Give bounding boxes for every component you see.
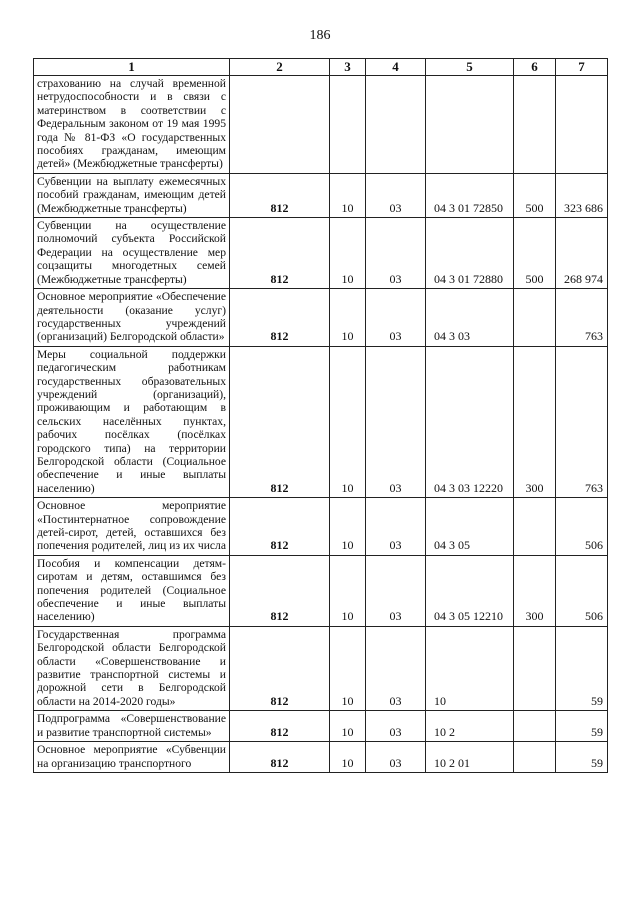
header-col-4: 4 [366, 59, 426, 76]
row-section: 10 [330, 711, 366, 742]
table-row [34, 218, 608, 289]
table-row [34, 555, 608, 626]
header-col-6: 6 [514, 59, 556, 76]
row-ministry-code: 812 [230, 346, 330, 497]
header-col-1: 1 [34, 59, 230, 76]
row-subsection: 03 [366, 711, 426, 742]
row-amount: 59 [556, 711, 608, 742]
row-target-article: 10 [426, 626, 514, 710]
row-section [330, 76, 366, 174]
row-expense-type [514, 711, 556, 742]
header-col-3: 3 [330, 59, 366, 76]
row-name: страхованию на случай временной нетрудоспособности и в связи с материнством в соответствии с Федеральным законом от 19 мая 1995 года № 81-ФЗ «О государственных пособиях гражданам, имеющим детей» (Межбюджетные трансферты) [34, 76, 230, 174]
row-section: 10 [330, 555, 366, 626]
row-subsection: 03 [366, 626, 426, 710]
row-expense-type [514, 76, 556, 174]
row-target-article: 10 2 01 [426, 742, 514, 773]
row-name: Основное мероприятие «Обеспечение деятельности (оказание услуг) государственных учреждений (организаций) Белгородской области» [34, 289, 230, 347]
row-ministry-code: 812 [230, 218, 330, 289]
budget-table [33, 58, 608, 773]
row-expense-type [514, 742, 556, 773]
row-amount: 59 [556, 742, 608, 773]
row-amount: 268 974 [556, 218, 608, 289]
row-expense-type: 300 [514, 346, 556, 497]
row-expense-type [514, 626, 556, 710]
row-ministry-code: 812 [230, 626, 330, 710]
table-row [34, 498, 608, 556]
row-target-article: 04 3 03 [426, 289, 514, 347]
row-target-article: 04 3 05 [426, 498, 514, 556]
header-row [34, 59, 608, 76]
row-name: Субвенции на осуществление полномочий субъекта Российской Федерации на осуществление мер соцзащиты многодетных семей (Межбюджетные трансферты) [34, 218, 230, 289]
header-col-7: 7 [556, 59, 608, 76]
row-section: 10 [330, 742, 366, 773]
row-expense-type: 500 [514, 173, 556, 217]
row-ministry-code: 812 [230, 289, 330, 347]
row-subsection: 03 [366, 555, 426, 626]
row-amount: 506 [556, 555, 608, 626]
row-expense-type [514, 498, 556, 556]
row-section: 10 [330, 626, 366, 710]
table-row [34, 289, 608, 347]
row-ministry-code: 812 [230, 498, 330, 556]
row-subsection: 03 [366, 346, 426, 497]
row-expense-type [514, 289, 556, 347]
row-ministry-code: 812 [230, 711, 330, 742]
row-target-article: 10 2 [426, 711, 514, 742]
row-amount: 506 [556, 498, 608, 556]
table-row [34, 76, 608, 174]
row-expense-type: 300 [514, 555, 556, 626]
row-name: Меры социальной поддержки педагогическим работникам государственных образовательных учреждений (организаций), проживающим и работающим в сельских населённых пунктах, рабочих посёлках (посёлках городского типа) на территории Белгородской области (Социальное обеспечение и иные выплаты населению) [34, 346, 230, 497]
row-name: Основное мероприятие «Постинтернатное сопровождение детей-сирот, детей, оставшихся без попечения родителей, лиц из их числа [34, 498, 230, 556]
row-name: Субвенции на выплату ежемесячных пособий гражданам, имеющим детей (Межбюджетные трансферты) [34, 173, 230, 217]
row-amount: 763 [556, 289, 608, 347]
row-subsection [366, 76, 426, 174]
table-row [34, 173, 608, 217]
row-target-article: 04 3 05 12210 [426, 555, 514, 626]
row-section: 10 [330, 498, 366, 556]
row-section: 10 [330, 289, 366, 347]
row-amount: 763 [556, 346, 608, 497]
row-subsection: 03 [366, 289, 426, 347]
table-row [34, 742, 608, 773]
row-target-article: 04 3 01 72850 [426, 173, 514, 217]
row-target-article [426, 76, 514, 174]
row-ministry-code [230, 76, 330, 174]
row-name: Подпрограмма «Совершенствование и развитие транспортной системы» [34, 711, 230, 742]
row-subsection: 03 [366, 498, 426, 556]
table-row [34, 711, 608, 742]
page-number: 186 [309, 28, 331, 43]
row-amount: 59 [556, 626, 608, 710]
row-ministry-code: 812 [230, 742, 330, 773]
row-subsection: 03 [366, 218, 426, 289]
row-target-article: 04 3 03 12220 [426, 346, 514, 497]
header-col-5: 5 [426, 59, 514, 76]
row-subsection: 03 [366, 173, 426, 217]
row-name: Пособия и компенсации детям-сиротам и детям, оставшимся без попечения родителей (Социальное обеспечение и иные выплаты населению) [34, 555, 230, 626]
row-ministry-code: 812 [230, 173, 330, 217]
row-section: 10 [330, 346, 366, 497]
row-section: 10 [330, 218, 366, 289]
row-section: 10 [330, 173, 366, 217]
table-row [34, 626, 608, 710]
row-target-article: 04 3 01 72880 [426, 218, 514, 289]
row-name: Государственная программа Белгородской области Белгородской области «Совершенствование и развитие транспортной системы и дорожной сети в Белгородской области на 2014-2020 годы» [34, 626, 230, 710]
row-name: Основное мероприятие «Субвенции на организацию транспортного [34, 742, 230, 773]
row-subsection: 03 [366, 742, 426, 773]
header-col-2: 2 [230, 59, 330, 76]
row-ministry-code: 812 [230, 555, 330, 626]
row-amount [556, 76, 608, 174]
table-row [34, 346, 608, 497]
row-amount: 323 686 [556, 173, 608, 217]
row-expense-type: 500 [514, 218, 556, 289]
